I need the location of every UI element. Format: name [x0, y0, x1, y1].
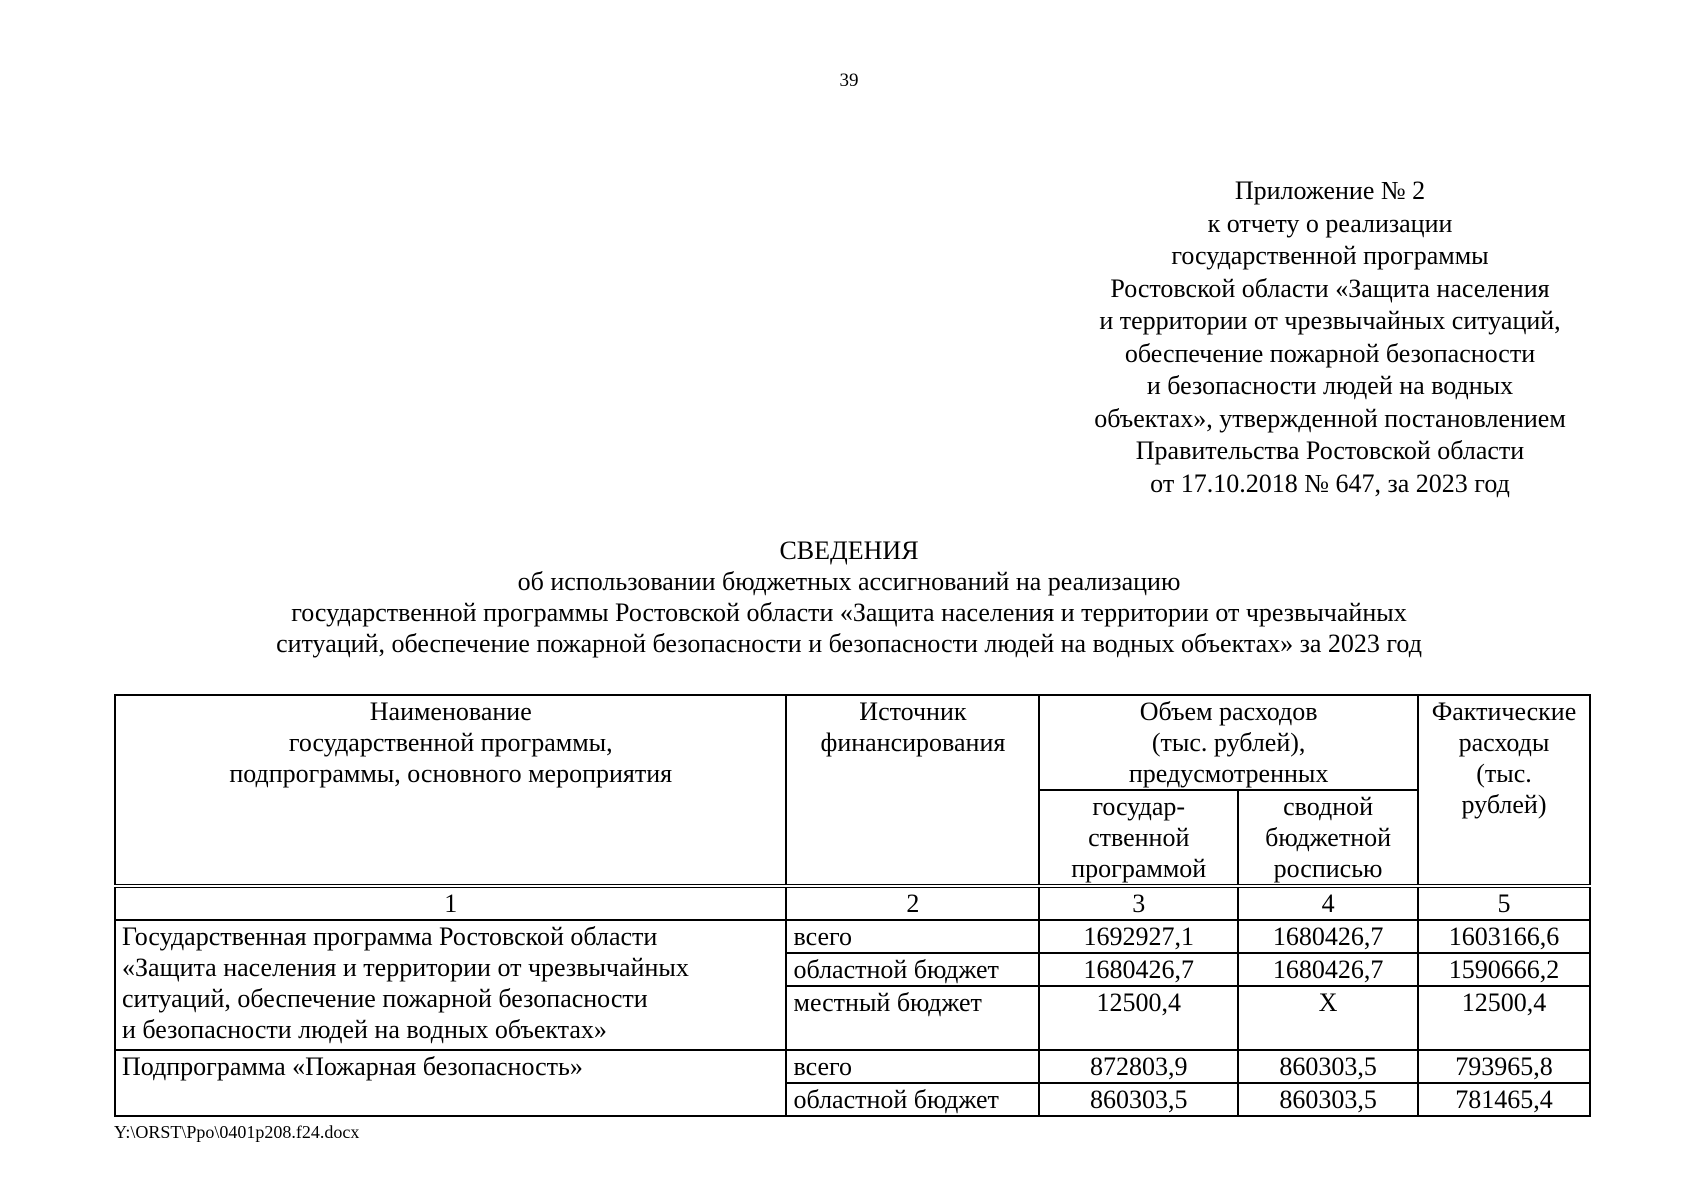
appendix-line: государственной программы: [1171, 241, 1489, 270]
header-name-line: подпрограммы, основного мероприятия: [229, 759, 673, 788]
header-volume: [1039, 695, 1418, 790]
header-actual-line: Фактические: [1431, 697, 1577, 726]
appendix-line: от 17.10.2018 № 647, за 2023 год: [1150, 468, 1510, 498]
header-volume-line: Объем расходов: [1139, 697, 1318, 726]
program-value-cell: 12500,4: [1039, 986, 1238, 1050]
source-cell: областной бюджет: [786, 1083, 1039, 1116]
budget-value-cell: 1680426,7: [1238, 920, 1418, 953]
program-name-line: «Защита населения и территории от чрезвычайных: [122, 953, 689, 982]
heading-line: государственной программы Ростовской области «Защита населения и территории от чрезвычайных: [291, 598, 1407, 627]
header-program: [1039, 790, 1238, 886]
appendix-line: объектах», утвержденной постановлением: [1094, 403, 1566, 433]
header-budget-list: [1238, 790, 1418, 886]
header-source-line: Источник: [859, 697, 967, 726]
budget-value-cell: 1680426,7: [1238, 953, 1418, 986]
header-actual-line: расходы: [1458, 728, 1550, 757]
column-number: 1: [115, 886, 786, 920]
header-program-line: ственной: [1088, 823, 1190, 852]
file-path-footer: Y:\ORST\Ppo\0401p208.f24.docx: [114, 1122, 360, 1142]
header-name-line: Наименование: [369, 697, 532, 726]
program-name-line: Государственная программа Ростовской области: [122, 922, 658, 951]
appendix-line: Правительства Ростовской области: [1135, 436, 1525, 465]
table-row: [115, 920, 1590, 953]
header-actual-line: (тыс.: [1476, 759, 1532, 788]
program-value-cell: 1692927,1: [1039, 920, 1238, 953]
header-volume-line: (тыс. рублей),: [1151, 728, 1306, 757]
program-value-cell: 872803,9: [1039, 1050, 1238, 1083]
program-value-cell: 1680426,7: [1039, 953, 1238, 986]
actual-value-cell: 1603166,6: [1418, 920, 1590, 953]
source-cell: всего: [786, 920, 1039, 953]
column-number: 5: [1418, 886, 1590, 920]
source-cell: областной бюджет: [786, 953, 1039, 986]
actual-value-cell: 793965,8: [1418, 1050, 1590, 1083]
program-name-line: ситуаций, обеспечение пожарной безопасности: [122, 984, 648, 1013]
appendix-block: [1050, 175, 1610, 500]
header-name-line: государственной программы,: [288, 728, 613, 757]
budget-value-cell: Х: [1238, 986, 1418, 1050]
program-name-line: и безопасности людей на водных объектах»: [122, 1015, 607, 1044]
subprogram-name-line: Подпрограмма «Пожарная безопасность»: [122, 1052, 583, 1081]
subprogram-name-cell: [115, 1050, 786, 1116]
budget-table: [114, 694, 1591, 1117]
actual-value-cell: 12500,4: [1418, 986, 1590, 1050]
heading-line: об использовании бюджетных ассигнований на реализацию: [517, 567, 1181, 596]
header-budget-line: бюджетной: [1265, 823, 1392, 852]
header-source-line: финансирования: [820, 728, 1006, 757]
column-numbers-row: [115, 886, 1590, 920]
actual-value-cell: 781465,4: [1418, 1083, 1590, 1116]
header-name: [115, 695, 786, 886]
header-program-line: государ-: [1092, 792, 1186, 821]
header-row: [115, 695, 1590, 790]
appendix-line: Ростовской области «Защита населения: [1110, 273, 1550, 303]
column-number: 2: [786, 886, 1039, 920]
actual-value-cell: 1590666,2: [1418, 953, 1590, 986]
page-number: 39: [839, 70, 859, 91]
source-cell: местный бюджет: [786, 986, 1039, 1050]
appendix-line: Приложение № 2: [1234, 176, 1426, 205]
header-budget-line: сводной: [1283, 792, 1374, 821]
header-source: [786, 695, 1039, 886]
column-number: 3: [1039, 886, 1238, 920]
column-number: 4: [1238, 886, 1418, 920]
source-cell: всего: [786, 1050, 1039, 1083]
header-program-line: программой: [1071, 854, 1207, 883]
document-heading: [0, 535, 1698, 659]
header-budget-line: росписью: [1273, 854, 1383, 883]
table-row: [115, 1050, 1590, 1083]
appendix-line: обеспечение пожарной безопасности: [1124, 338, 1536, 368]
appendix-line: к отчету о реализации: [1207, 208, 1453, 238]
program-value-cell: 860303,5: [1039, 1083, 1238, 1116]
program-name-cell: [115, 920, 786, 1050]
budget-value-cell: 860303,5: [1238, 1083, 1418, 1116]
header-actual: [1418, 695, 1590, 886]
header-volume-line: предусмотренных: [1128, 759, 1329, 788]
budget-value-cell: 860303,5: [1238, 1050, 1418, 1083]
heading-title: СВЕДЕНИЯ: [779, 536, 919, 565]
heading-line: ситуаций, обеспечение пожарной безопасности и безопасности людей на водных объектах» за 2023 год: [276, 629, 1422, 658]
appendix-line: и безопасности людей на водных: [1146, 371, 1514, 400]
appendix-line: и территории от чрезвычайных ситуаций,: [1099, 306, 1561, 335]
header-actual-line: рублей): [1461, 790, 1547, 819]
